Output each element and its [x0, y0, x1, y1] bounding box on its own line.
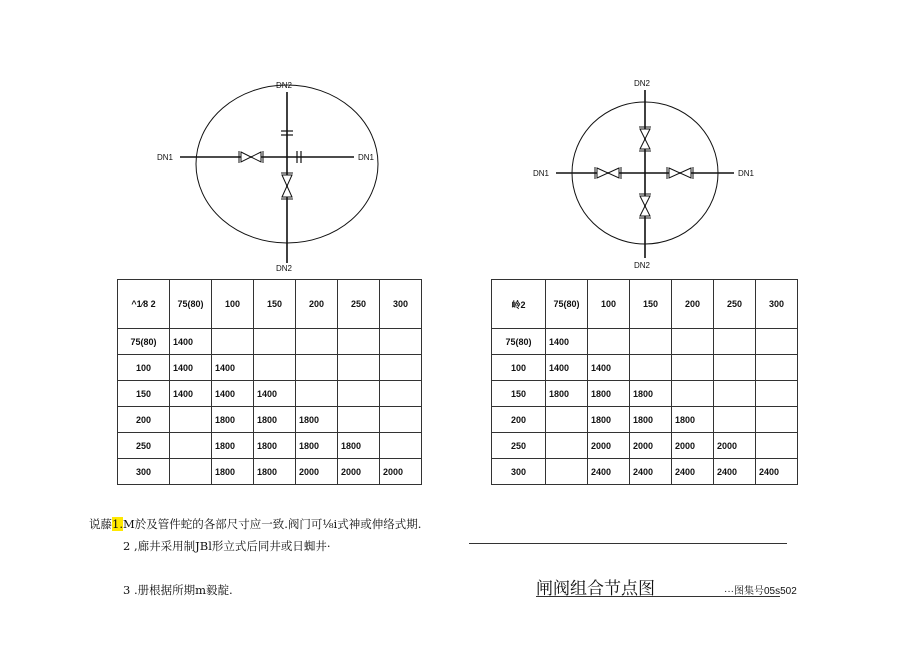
row-header: 150	[492, 381, 546, 407]
table-cell	[756, 329, 798, 355]
table-row	[492, 355, 798, 381]
table-row	[118, 329, 422, 355]
table-cell: 1400	[546, 329, 588, 355]
left-table-corner: ^1⁄8 2	[118, 280, 170, 329]
table-cell: 1400	[170, 381, 212, 407]
left-label-top: DN2	[276, 81, 293, 90]
table-cell	[254, 355, 296, 381]
left-label-left: DN1	[157, 153, 174, 162]
note-1-marker: 1.	[112, 517, 123, 531]
table-cell	[546, 407, 588, 433]
row-header: 300	[492, 459, 546, 485]
col-header: 200	[672, 280, 714, 329]
table-header-row	[492, 280, 798, 329]
table-cell	[588, 329, 630, 355]
table-cell: 2000	[672, 433, 714, 459]
table-cell	[630, 355, 672, 381]
left-gate-valve-horizontal	[239, 151, 263, 163]
table-cell	[672, 381, 714, 407]
col-header: 200	[296, 280, 338, 329]
right-label-left: DN1	[533, 169, 550, 178]
table-cell: 1800	[630, 381, 672, 407]
right-label-bottom: DN2	[634, 261, 651, 270]
table-cell	[254, 329, 296, 355]
table-cell	[170, 459, 212, 485]
note-3: 3 .册根据所期m毅靛.	[123, 583, 233, 597]
table-cell	[756, 433, 798, 459]
col-header: 300	[756, 280, 798, 329]
table-cell	[296, 355, 338, 381]
row-header: 250	[118, 433, 170, 459]
table-cell: 1400	[170, 355, 212, 381]
left-valve-diagram	[180, 85, 378, 263]
table-cell	[170, 433, 212, 459]
table-cell: 1800	[296, 433, 338, 459]
table-cell	[296, 381, 338, 407]
table-cell	[756, 407, 798, 433]
table-row	[492, 329, 798, 355]
atlas-number: ···图集号05s502	[724, 586, 797, 597]
table-row	[492, 433, 798, 459]
table-row	[492, 407, 798, 433]
table-cell: 1800	[212, 459, 254, 485]
right-label-top: DN2	[634, 79, 651, 88]
table-cell: 1800	[630, 407, 672, 433]
table-cell	[714, 355, 756, 381]
col-header: 250	[714, 280, 756, 329]
table-cell	[714, 407, 756, 433]
right-gate-valve-right	[667, 167, 693, 179]
table-cell: 2000	[630, 433, 672, 459]
table-row	[118, 433, 422, 459]
row-header: 100	[118, 355, 170, 381]
table-cell: 1400	[212, 381, 254, 407]
table-cell: 1800	[338, 433, 380, 459]
row-header: 100	[492, 355, 546, 381]
table-cell: 1400	[588, 355, 630, 381]
table-cell	[380, 355, 422, 381]
table-cell: 1800	[212, 407, 254, 433]
table-cell: 1800	[254, 459, 296, 485]
right-gate-valve-top	[639, 127, 651, 151]
table-cell: 2000	[588, 433, 630, 459]
table-cell	[630, 329, 672, 355]
divider-rule	[469, 543, 787, 544]
right-gate-valve-left	[595, 167, 621, 179]
table-cell: 1800	[254, 433, 296, 459]
right-table-corner: 岭2	[492, 280, 546, 329]
table-cell: 1400	[212, 355, 254, 381]
table-header-row	[118, 280, 422, 329]
note-2: 2 ,廊井采用制JBl形立式后同井或日蜘井·	[123, 539, 331, 553]
table-cell	[170, 407, 212, 433]
row-header: 150	[118, 381, 170, 407]
row-header: 200	[492, 407, 546, 433]
note-1	[89, 516, 421, 532]
table-cell	[296, 329, 338, 355]
table-cell: 2000	[714, 433, 756, 459]
col-header: 250	[338, 280, 380, 329]
right-valve-diagram	[556, 90, 734, 258]
table-cell	[338, 407, 380, 433]
table-cell	[714, 381, 756, 407]
table-cell	[338, 355, 380, 381]
table-cell: 1800	[254, 407, 296, 433]
table-row	[118, 407, 422, 433]
table-cell	[756, 355, 798, 381]
table-cell: 1800	[212, 433, 254, 459]
table-cell	[338, 329, 380, 355]
col-header: 150	[254, 280, 296, 329]
row-header: 200	[118, 407, 170, 433]
left-label-right: DN1	[358, 153, 375, 162]
table-cell: 2000	[380, 459, 422, 485]
col-header: 150	[630, 280, 672, 329]
table-row	[492, 381, 798, 407]
table-cell	[380, 433, 422, 459]
right-label-right: DN1	[738, 169, 755, 178]
col-header: 300	[380, 280, 422, 329]
table-cell	[212, 329, 254, 355]
col-header: 100	[212, 280, 254, 329]
table-cell	[714, 329, 756, 355]
table-cell	[380, 381, 422, 407]
table-cell	[756, 381, 798, 407]
row-header: 75(80)	[492, 329, 546, 355]
col-header: 75(80)	[546, 280, 588, 329]
drawing-title: 闸阀组合节点图	[536, 579, 655, 599]
table-cell	[380, 329, 422, 355]
table-cell	[546, 459, 588, 485]
table-cell: 2400	[714, 459, 756, 485]
col-header: 75(80)	[170, 280, 212, 329]
table-cell	[338, 381, 380, 407]
table-cell: 2400	[588, 459, 630, 485]
right-size-table	[491, 279, 798, 485]
notes-prefix: 说藤	[89, 517, 112, 531]
table-row	[118, 459, 422, 485]
table-cell	[546, 433, 588, 459]
row-header: 75(80)	[118, 329, 170, 355]
table-row	[118, 381, 422, 407]
table-cell	[672, 355, 714, 381]
table-row	[492, 459, 798, 485]
note-1-text: M於及管件蛇的各部尺寸应一致.阀门可⅛i式神或伸络式期.	[122, 517, 422, 531]
table-cell: 1800	[588, 407, 630, 433]
table-cell: 1800	[588, 381, 630, 407]
table-cell: 1800	[672, 407, 714, 433]
table-cell	[672, 329, 714, 355]
table-cell: 2400	[630, 459, 672, 485]
table-cell: 2400	[756, 459, 798, 485]
table-cell: 1400	[254, 381, 296, 407]
table-cell: 1400	[170, 329, 212, 355]
col-header: 100	[588, 280, 630, 329]
right-gate-valve-bottom	[639, 194, 651, 218]
left-gate-valve-vertical	[281, 173, 293, 199]
row-header: 300	[118, 459, 170, 485]
left-size-table	[117, 279, 422, 485]
table-row	[118, 355, 422, 381]
table-cell	[380, 407, 422, 433]
table-cell: 2000	[338, 459, 380, 485]
table-cell: 1400	[546, 355, 588, 381]
table-cell: 2000	[296, 459, 338, 485]
table-cell: 1800	[546, 381, 588, 407]
left-label-bottom: DN2	[276, 264, 293, 273]
table-cell: 2400	[672, 459, 714, 485]
table-cell: 1800	[296, 407, 338, 433]
row-header: 250	[492, 433, 546, 459]
